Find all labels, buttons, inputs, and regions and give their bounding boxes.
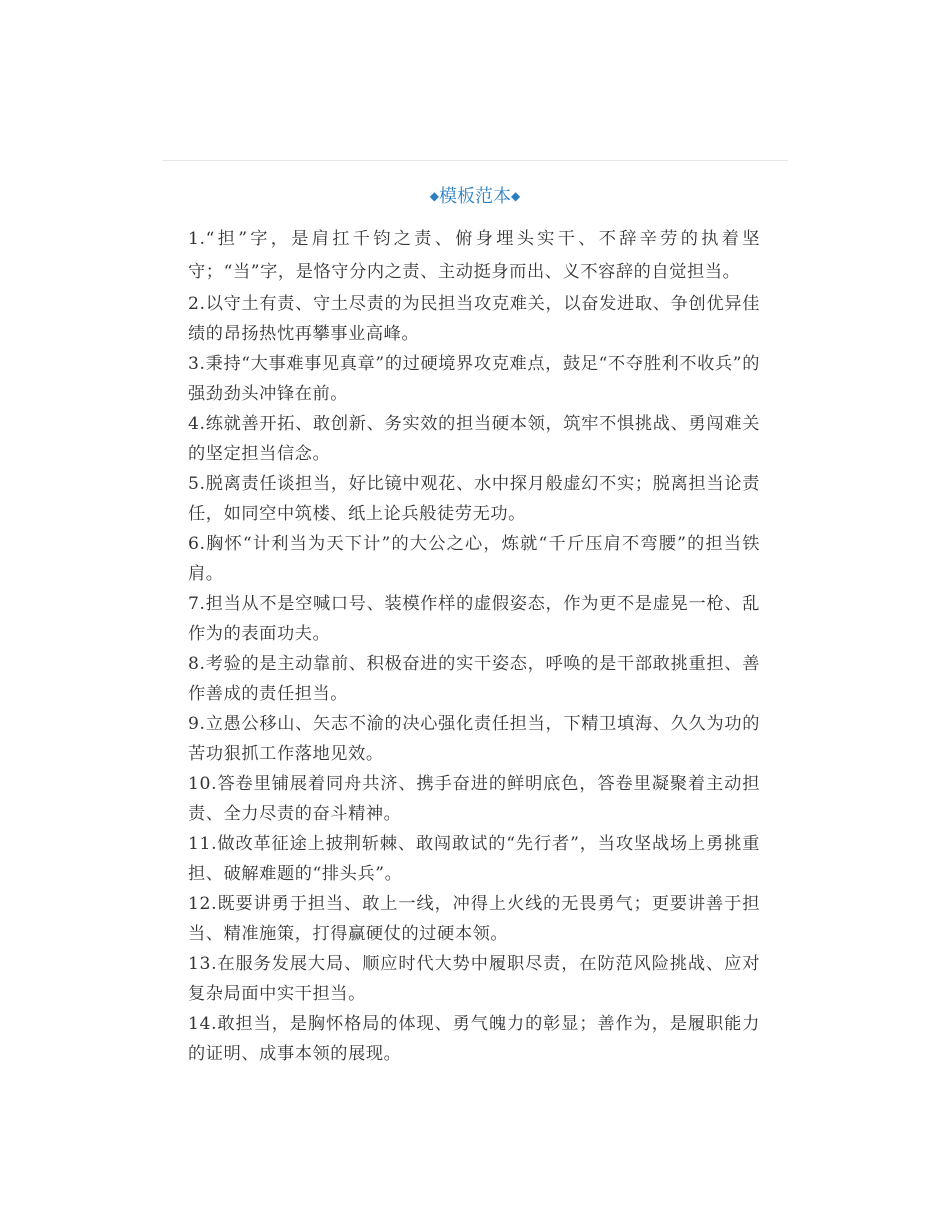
- diamond-right-icon: ◆: [511, 189, 521, 203]
- list-item-8: 8.考验的是主动靠前、积极奋进的实干姿态，呼唤的是干部敢挑重担、善作善成的责任担当。: [188, 654, 760, 704]
- list-item-10: 10.答卷里铺展着同舟共济、携手奋进的鲜明底色，答卷里凝聚着主动担责、全力尽责的奋斗精神。: [188, 774, 760, 824]
- list-item-11: 11.做改革征途上披荆斩棘、敢闯敢试的“先行者”，当攻坚战场上勇挑重担、破解难题的“排头兵”。: [188, 834, 760, 884]
- section-title: 模板范本: [439, 186, 511, 207]
- list-item-12: 12.既要讲勇于担当、敢上一线，冲得上火线的无畏勇气；更要讲善于担当、精准施策，打得赢硬仗的过硬本领。: [188, 894, 760, 944]
- content-list: [188, 223, 760, 1069]
- list-item-14: 14.敢担当，是胸怀格局的体现、勇气魄力的彰显；善作为，是履职能力的证明、成事本领的展现。: [188, 1014, 760, 1064]
- top-divider: [162, 160, 788, 161]
- list-item-9: 9.立愚公移山、矢志不渝的决心强化责任担当，下精卫填海、久久为功的苦功狠抓工作落地见效。: [188, 714, 760, 764]
- list-item-5: 5.脱离责任谈担当，好比镜中观花、水中探月般虚幻不实；脱离担当论责任，如同空中筑楼、纸上论兵般徒劳无功。: [188, 474, 760, 524]
- list-item-1: 1.“担”字，是肩扛千钧之责、俯身埋头实干、不辞辛劳的执着坚守；“当”字，是恪守分内之责、主动挺身而出、义不容辞的自觉担当。: [188, 229, 760, 282]
- diamond-left-icon: ◆: [429, 189, 439, 203]
- list-item-6: 6.胸怀“计利当为天下计”的大公之心，炼就“千斤压肩不弯腰”的担当铁肩。: [188, 534, 760, 584]
- list-item-3: 3.秉持“大事难事见真章”的过硬境界攻克难点，鼓足“不夺胜利不收兵”的强劲劲头冲锋在前。: [188, 354, 760, 404]
- section-heading: [162, 183, 788, 210]
- list-item-4: 4.练就善开拓、敢创新、务实效的担当硬本领，筑牢不惧挑战、勇闯难关的坚定担当信念。: [188, 414, 760, 464]
- list-item-2: 2.以守土有责、守土尽责的为民担当攻克难关，以奋发进取、争创优异佳绩的昂扬热忱再攀事业高峰。: [188, 294, 760, 344]
- list-item-13: 13.在服务发展大局、顺应时代大势中履职尽责，在防范风险挑战、应对复杂局面中实干担当。: [188, 954, 760, 1004]
- list-item-7: 7.担当从不是空喊口号、装模作样的虚假姿态，作为更不是虚晃一枪、乱作为的表面功夫。: [188, 594, 760, 644]
